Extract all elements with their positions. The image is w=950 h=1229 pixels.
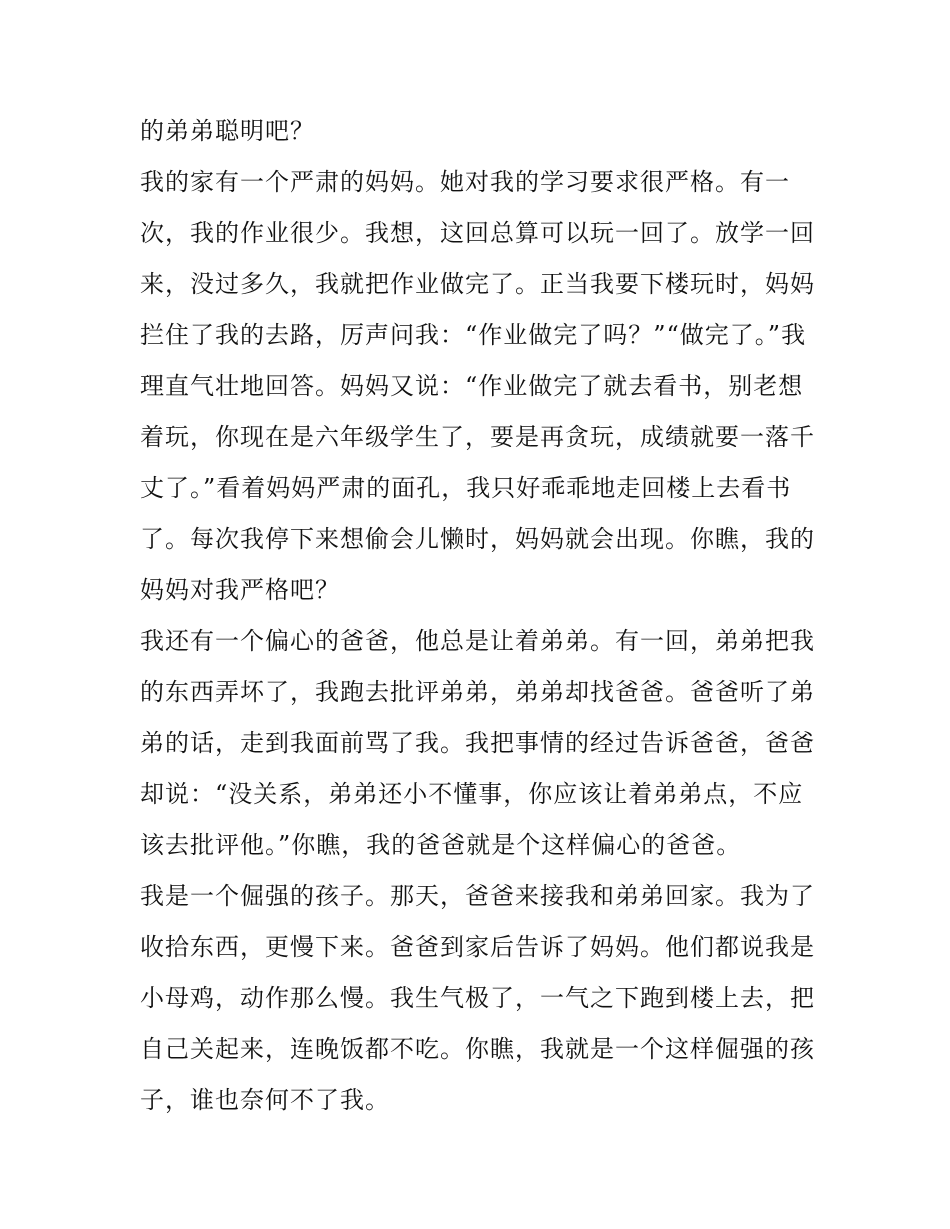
text-line: 却说：“没关系，弟弟还小不懂事，你应该让着弟弟点，不应 xyxy=(140,780,804,808)
text-line: 了。每次我停下来想偷会儿懒时，妈妈就会出现。你瞧，我的 xyxy=(140,525,815,553)
text-line: 着玩，你现在是六年级学生了，要是再贪玩，成绩就要一落千 xyxy=(140,423,815,451)
text-line: 妈妈对我严格吧？ xyxy=(140,576,340,604)
text-line: 的弟弟聪明吧？ xyxy=(140,117,315,145)
text-line: 弟的话，走到我面前骂了我。我把事情的经过告诉爸爸，爸爸 xyxy=(140,729,815,757)
text-line: 我是一个倔强的孩子。那天，爸爸来接我和弟弟回家。我为了 xyxy=(140,882,815,910)
text-line: 次，我的作业很少。我想，这回总算可以玩一回了。放学一回 xyxy=(140,219,815,247)
text-line: 拦住了我的去路，厉声问我：“作业做完了吗？”“做完了。”我 xyxy=(140,321,807,349)
text-line: 自己关起来，连晚饭都不吃。你瞧，我就是一个这样倔强的孩 xyxy=(140,1035,815,1063)
text-line: 小母鸡，动作那么慢。我生气极了，一气之下跑到楼上去，把 xyxy=(140,984,815,1012)
text-line: 丈了。”看着妈妈严肃的面孔，我只好乖乖地走回楼上去看书 xyxy=(140,474,792,502)
text-line: 子，谁也奈何不了我。 xyxy=(140,1086,390,1114)
text-line: 理直气壮地回答。妈妈又说：“作业做完了就去看书，别老想 xyxy=(140,372,804,400)
text-line: 我还有一个偏心的爸爸，他总是让着弟弟。有一回，弟弟把我 xyxy=(140,627,815,655)
text-line: 该去批评他。”你瞧，我的爸爸就是个这样偏心的爸爸。 xyxy=(140,831,742,859)
body-text xyxy=(140,106,815,1126)
text-line: 我的家有一个严肃的妈妈。她对我的学习要求很严格。有一 xyxy=(140,168,790,196)
text-line: 收拾东西，更慢下来。爸爸到家后告诉了妈妈。他们都说我是 xyxy=(140,933,815,961)
text-line: 的东西弄坏了，我跑去批评弟弟，弟弟却找爸爸。爸爸听了弟 xyxy=(140,678,815,706)
text-line: 来，没过多久，我就把作业做完了。正当我要下楼玩时，妈妈 xyxy=(140,270,815,298)
